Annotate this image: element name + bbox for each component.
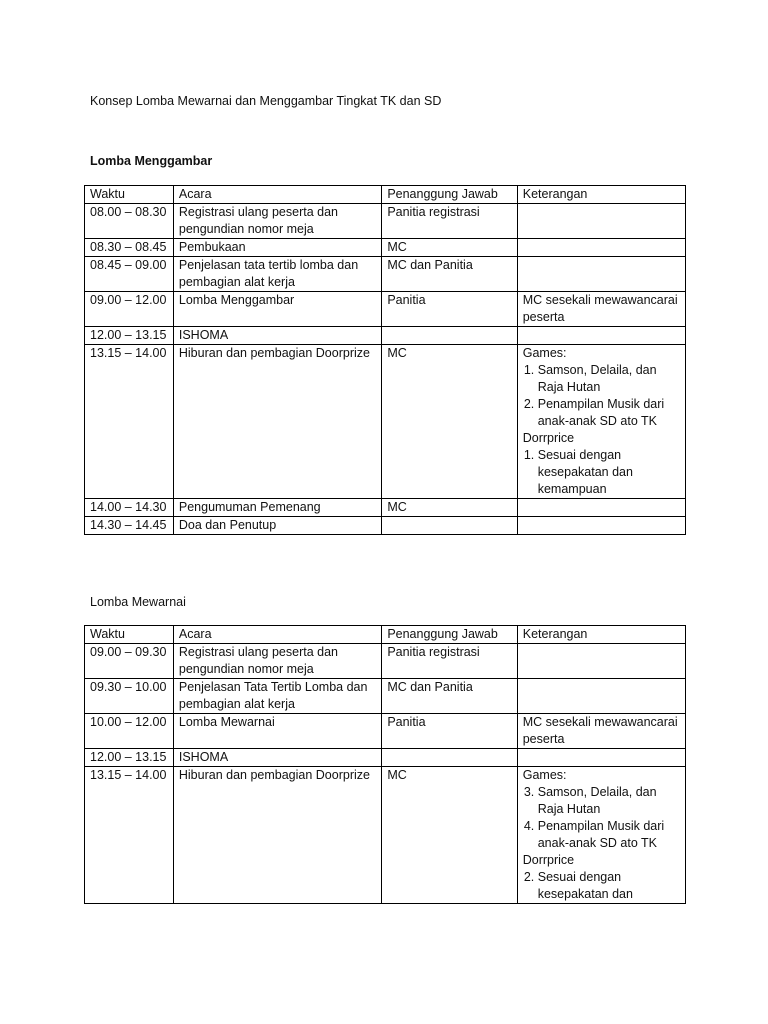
table-row [85,345,686,499]
note-cell: MC sesekali mewawancarai peserta [517,714,685,749]
time-cell: 14.30 – 14.45 [85,517,174,535]
list-item: 4. Penampilan Musik dari anak-anak SD ato TK [538,818,681,852]
doorprize-label: Dorrprice [522,853,575,867]
event-cell: Lomba Menggambar [173,292,381,327]
pic-cell: Panitia [382,714,517,749]
note-cell-entertainment [517,345,685,499]
table-row [85,767,686,904]
table-row [85,239,686,257]
doorprize-list [523,447,681,498]
list-item: 1. Samson, Delaila, dan Raja Hutan [538,362,681,396]
table-row [85,749,686,767]
schedule-table-mewarnai [84,625,686,904]
list-item: 3. Samson, Delaila, dan Raja Hutan [538,784,681,818]
header-cell: Keterangan [517,626,685,644]
pic-cell: MC [382,345,517,499]
event-cell: Hiburan dan pembagian Doorprize [173,767,381,904]
time-cell: 09.00 – 09.30 [85,644,174,679]
section-title-menggambar: Lomba Menggambar [90,154,213,168]
event-cell: ISHOMA [173,327,381,345]
time-cell: 12.00 – 13.15 [85,749,174,767]
pic-cell: MC [382,239,517,257]
list-item: 1. Sesuai dengan kesepakatan dan kemampuan [538,447,681,498]
time-cell: 13.15 – 14.00 [85,767,174,904]
note-cell [517,499,685,517]
note-cell [517,239,685,257]
note-cell [517,749,685,767]
pic-cell: MC dan Panitia [382,257,517,292]
table-row [85,714,686,749]
table-row [85,499,686,517]
time-cell: 14.00 – 14.30 [85,499,174,517]
header-cell: Penanggung Jawab [382,626,517,644]
event-cell: ISHOMA [173,749,381,767]
pic-cell: MC [382,499,517,517]
list-item: 2. Penampilan Musik dari anak-anak SD ato TK [538,396,681,430]
header-cell: Keterangan [517,186,685,204]
event-cell: Penjelasan tata tertib lomba dan pembagian alat kerja [173,257,381,292]
note-cell: MC sesekali mewawancarai peserta [517,292,685,327]
list-item: 2. Sesuai dengan kesepakatan dan [538,869,681,903]
note-cell-entertainment [517,767,685,904]
section-title-mewarnai: Lomba Mewarnai [90,595,186,609]
table-row [85,517,686,535]
note-cell [517,257,685,292]
note-cell [517,327,685,345]
time-cell: 12.00 – 13.15 [85,327,174,345]
time-cell: 08.30 – 08.45 [85,239,174,257]
pic-cell: Panitia [382,292,517,327]
games-list [523,784,681,852]
doorprize-list [523,869,681,903]
table-row [85,327,686,345]
event-cell: Lomba Mewarnai [173,714,381,749]
header-cell: Acara [173,186,381,204]
event-cell: Pembukaan [173,239,381,257]
note-cell [517,204,685,239]
time-cell: 09.30 – 10.00 [85,679,174,714]
schedule-table-menggambar [84,185,686,535]
header-cell: Waktu [85,186,174,204]
header-cell: Acara [173,626,381,644]
pic-cell [382,749,517,767]
pic-cell: Panitia registrasi [382,204,517,239]
pic-cell [382,327,517,345]
time-cell: 08.45 – 09.00 [85,257,174,292]
pic-cell [382,517,517,535]
time-cell: 08.00 – 08.30 [85,204,174,239]
note-cell [517,644,685,679]
table-header-row [85,626,686,644]
event-cell: Registrasi ulang peserta dan pengundian nomor meja [173,644,381,679]
header-cell: Waktu [85,626,174,644]
table-row [85,257,686,292]
note-cell [517,679,685,714]
doorprize-label: Dorrprice [522,431,575,445]
event-cell: Pengumuman Pemenang [173,499,381,517]
table-row [85,204,686,239]
note-cell [517,517,685,535]
games-list [523,362,681,430]
pic-cell: Panitia registrasi [382,644,517,679]
header-cell: Penanggung Jawab [382,186,517,204]
event-cell: Penjelasan Tata Tertib Lomba dan pembagian alat kerja [173,679,381,714]
pic-cell: MC dan Panitia [382,679,517,714]
time-cell: 09.00 – 12.00 [85,292,174,327]
time-cell: 10.00 – 12.00 [85,714,174,749]
table-row [85,644,686,679]
event-cell: Hiburan dan pembagian Doorprize [173,345,381,499]
event-cell: Doa dan Penutup [173,517,381,535]
pic-cell: MC [382,767,517,904]
games-label: Games: [522,346,567,360]
time-cell: 13.15 – 14.00 [85,345,174,499]
event-cell: Registrasi ulang peserta dan pengundian nomor meja [173,204,381,239]
table-row [85,679,686,714]
table-header-row [85,186,686,204]
document-title: Konsep Lomba Mewarnai dan Menggambar Tingkat TK dan SD [90,94,442,108]
table-row [85,292,686,327]
games-label: Games: [522,768,567,782]
